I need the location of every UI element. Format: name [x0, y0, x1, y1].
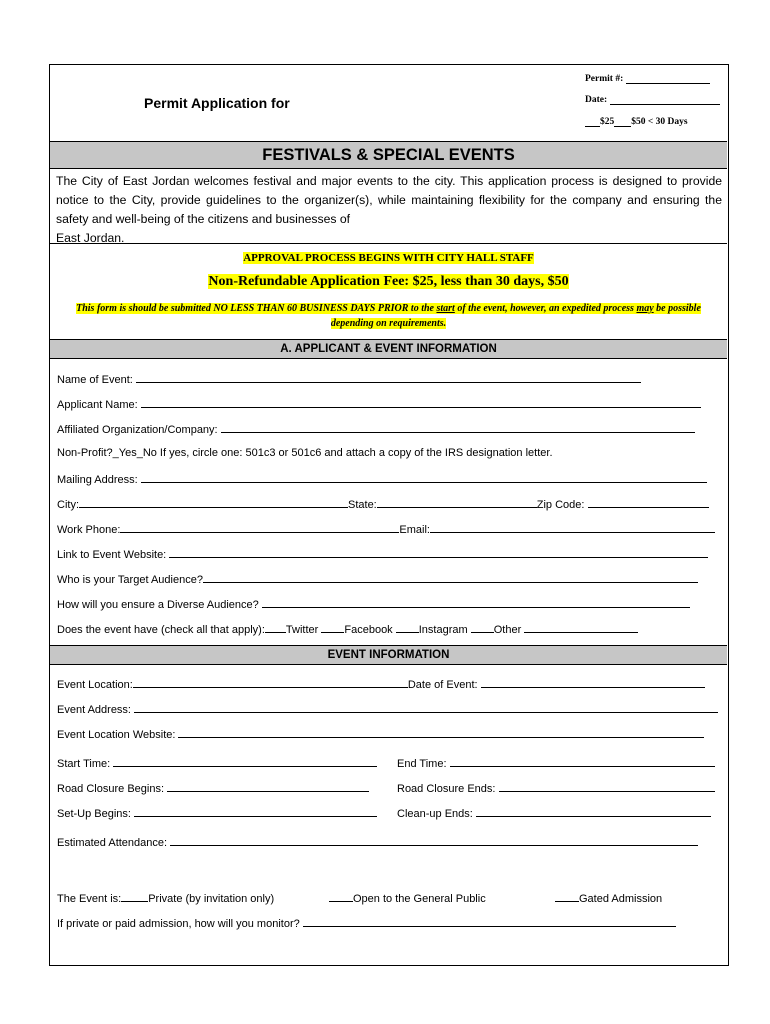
notice-text: be possible depending on requirements. — [330, 303, 701, 329]
other-label: Other — [493, 624, 522, 636]
closure-begins-label: Road Closure Begins: — [57, 783, 165, 795]
location-website-field[interactable] — [57, 726, 704, 740]
fee-25-label: $25 — [600, 117, 615, 127]
diverse-audience-label: How will you ensure a Diverse Audience? — [57, 599, 259, 611]
name-of-event-field[interactable] — [57, 371, 641, 385]
instagram-check[interactable] — [396, 621, 419, 633]
website-field[interactable] — [57, 546, 708, 560]
cleanup-ends-label: Clean-up Ends: — [397, 808, 473, 820]
notice-may: may — [636, 303, 654, 314]
private-label: Private (by invitation only) — [148, 893, 275, 905]
start-time-blank[interactable] — [113, 755, 377, 767]
diverse-audience-field[interactable] — [57, 596, 690, 610]
organization-blank[interactable] — [221, 421, 695, 433]
public-check[interactable] — [329, 890, 353, 902]
notice-start: start — [436, 303, 455, 314]
gated-option — [555, 890, 662, 904]
event-address-label: Event Address: — [57, 704, 131, 716]
mailing-address-field[interactable] — [57, 471, 707, 485]
gated-check[interactable] — [555, 890, 579, 902]
setup-begins-blank[interactable] — [134, 805, 377, 817]
diverse-audience-blank[interactable] — [262, 596, 690, 608]
applicant-name-label: Applicant Name: — [57, 399, 138, 411]
closure-ends-field[interactable] — [397, 780, 715, 794]
public-label: Open to the General Public — [353, 893, 486, 905]
nonprofit-label: Non-Profit?_Yes_No If yes, circle one: 501c3 or 501c6 and attach a copy of the IRS designation letter. — [57, 447, 553, 459]
intro-text-end: East Jordan. — [56, 231, 125, 245]
twitter-check[interactable] — [265, 621, 286, 633]
work-phone-blank[interactable] — [120, 521, 399, 533]
attendance-label: Estimated Attendance: — [57, 837, 168, 849]
end-time-field[interactable] — [397, 755, 715, 769]
start-time-field[interactable] — [57, 755, 377, 769]
email-label: Email: — [399, 524, 430, 536]
end-time-blank[interactable] — [450, 755, 715, 767]
header-title: Permit Application for — [144, 95, 290, 111]
audience-label: Who is your Target Audience? — [57, 574, 203, 586]
fee-notice-text: Non-Refundable Application Fee: $25, less than 30 days, $50 — [208, 274, 569, 289]
closure-begins-blank[interactable] — [167, 780, 369, 792]
location-website-blank[interactable] — [178, 726, 704, 738]
attendance-blank[interactable] — [170, 834, 698, 846]
approval-heading — [50, 252, 727, 264]
monitor-label: If private or paid admission, how will you monitor? — [57, 918, 300, 930]
event-address-blank[interactable] — [134, 701, 718, 713]
work-phone-label: Work Phone: — [57, 524, 121, 536]
permit-number-field[interactable] — [585, 73, 710, 84]
notice-text: This form is should be submitted NO LESS THAN 60 BUSINESS DAYS PRIOR to the — [76, 303, 437, 314]
divider — [50, 243, 727, 244]
nonprofit-field[interactable] — [57, 446, 553, 460]
fee-notice — [50, 274, 727, 290]
date-field[interactable] — [585, 94, 720, 105]
permit-label: Permit #: — [585, 74, 624, 84]
approval-heading-text: APPROVAL PROCESS BEGINS WITH CITY HALL STAFF — [243, 252, 534, 264]
event-info-title: EVENT INFORMATION — [50, 645, 727, 665]
notice-text: of the event, however, an expedited process — [454, 303, 637, 314]
applicant-name-field[interactable] — [57, 396, 701, 410]
closure-begins-field[interactable] — [57, 780, 369, 794]
fee-25-check[interactable] — [585, 116, 600, 127]
facebook-label: Facebook — [344, 624, 393, 636]
setup-begins-field[interactable] — [57, 805, 377, 819]
main-title: FESTIVALS & SPECIAL EVENTS — [50, 141, 727, 169]
monitor-blank[interactable] — [303, 915, 676, 927]
event-date-blank[interactable] — [481, 676, 705, 688]
event-type-row — [57, 890, 274, 904]
zip-blank[interactable] — [588, 496, 709, 508]
audience-blank[interactable] — [203, 571, 698, 583]
zip-label: Zip Code: — [536, 499, 585, 511]
other-blank[interactable] — [524, 621, 638, 633]
date-label: Date: — [585, 95, 608, 105]
monitor-field[interactable] — [57, 915, 676, 929]
event-is-label: The Event is: — [57, 893, 122, 905]
email-blank[interactable] — [430, 521, 715, 533]
private-check[interactable] — [121, 890, 148, 902]
social-question-label: Does the event have (check all that apply): — [57, 624, 265, 636]
event-address-field[interactable] — [57, 701, 718, 715]
start-time-label: Start Time: — [57, 758, 111, 770]
phone-email-row — [57, 521, 715, 535]
setup-begins-label: Set-Up Begins: — [57, 808, 131, 820]
submission-notice — [50, 301, 727, 331]
mailing-address-label: Mailing Address: — [57, 474, 138, 486]
twitter-label: Twitter — [285, 624, 319, 636]
city-label: City: — [57, 499, 79, 511]
city-blank[interactable] — [79, 496, 348, 508]
gated-label: Gated Admission — [579, 893, 663, 905]
location-date-row — [57, 676, 705, 690]
facebook-check[interactable] — [321, 621, 344, 633]
event-location-label: Event Location: — [57, 679, 133, 691]
form-header — [50, 65, 727, 141]
event-location-blank[interactable] — [133, 676, 408, 688]
website-blank[interactable] — [169, 546, 708, 558]
date-blank[interactable] — [610, 94, 720, 105]
location-website-label: Event Location Website: — [57, 729, 176, 741]
social-media-row — [57, 621, 638, 635]
organization-field[interactable] — [57, 421, 695, 435]
fee-50-label: $50 < 30 Days — [631, 117, 688, 127]
state-label: State: — [348, 499, 377, 511]
state-blank[interactable] — [377, 496, 537, 508]
organization-label: Affiliated Organization/Company: — [57, 424, 218, 436]
city-state-zip-row — [57, 496, 709, 510]
closure-ends-blank[interactable] — [499, 780, 715, 792]
name-of-event-blank[interactable] — [136, 371, 641, 383]
event-date-label: Date of Event: — [407, 679, 478, 691]
website-label: Link to Event Website: — [57, 549, 167, 561]
closure-ends-label: Road Closure Ends: — [397, 783, 496, 795]
name-of-event-label: Name of Event: — [57, 374, 133, 386]
section-a-title: A. APPLICANT & EVENT INFORMATION — [50, 339, 727, 359]
intro-paragraph — [56, 172, 722, 248]
instagram-label: Instagram — [418, 624, 468, 636]
cleanup-ends-blank[interactable] — [476, 805, 711, 817]
applicant-name-blank[interactable] — [141, 396, 701, 408]
attendance-field[interactable] — [57, 834, 698, 848]
mailing-address-blank[interactable] — [141, 471, 707, 483]
cleanup-ends-field[interactable] — [397, 805, 711, 819]
permit-form — [49, 64, 729, 966]
other-check[interactable] — [471, 621, 494, 633]
audience-field[interactable] — [57, 571, 698, 585]
intro-text: The City of East Jordan welcomes festival and major events to the city. This application process is designed to provide notice to the City, provide guidelines to the organizer(s), while maintaining flexibility for the company and ensuring the safety and well-being of the citizens and businesses of — [56, 174, 722, 226]
end-time-label: End Time: — [397, 758, 447, 770]
fee-options — [585, 116, 688, 127]
fee-50-check[interactable] — [614, 116, 631, 127]
permit-number-blank[interactable] — [626, 73, 710, 84]
public-option — [329, 890, 486, 904]
